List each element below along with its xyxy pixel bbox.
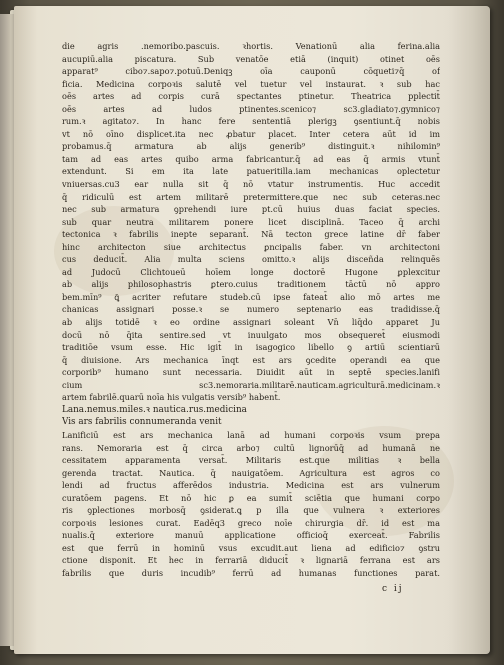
text-line: bem.mīn⁹ ꝗ̄ acriter refutare studeb.cū ipse fateat̄ alio mō artes me	[62, 291, 440, 302]
text-line: docū nō q̄ita sentire.sed vt inuulgato mos obsequeret̄ eiusmodi	[62, 329, 440, 340]
text-line: apparat⁹ cibo⁊.sapo⁊.potuū.Deniqꝫ oīa cauponū cōqueti⁊q̄ of	[62, 66, 440, 77]
text-line: nualis.q̄ exteriore manuū applicatione officioq̄ exerceat̄. Fabrilis	[62, 530, 440, 541]
text-line: vniuersas.cu3 ear nulla sit q̄ nō vtatur instrumentis. Huc accedit	[62, 179, 440, 190]
text-line: q̄ diuisione. Ars mechanica īnqt est ars ꝯcedite operandi ea que	[62, 354, 440, 365]
text-line: die agris .nemoribo.pascuis. ꝛhortis. Venationū alia ferina.alia	[62, 41, 440, 51]
text-line: ris ꝯplectiones morbosq̄ ꝯsiderat.ꝗ p illa que vulnera ꝛ exteriores	[62, 505, 440, 516]
text-line: aucupiū.alia piscatura. Sub venatōe etiā (inquit) otinet oēs	[62, 53, 440, 64]
page-edge-shadow	[446, 6, 490, 654]
text-line: ctione disponit. Et hec in ferrariā diducit̄ ꝛ lignariā ferrana est ars	[62, 555, 440, 566]
text-line: ficia. Medicina corpoꝛis salutē vel tuetur vel instaurat. ꝛ sub hac	[62, 78, 440, 89]
text-line: artem fabrilē.quarū noīa his vulgatis versib⁹ habent̄.	[62, 392, 281, 403]
text-line: nec sub armatura ꝯprehendi iure pt.cū huius duas faciat species.	[62, 204, 440, 215]
main-text-block	[62, 40, 440, 580]
text-line: vt nō oīno displicet.ita nec ꝓbatur placet. Inter cetera aūt id im	[62, 128, 440, 139]
text-line: rum.ꝛ agitato⁊. In hanc fere sententiā plerigꝫ ꝯsentiunt.q̄ nobis	[62, 116, 440, 127]
text-line: extendunt. Si em ita late patueritilla.iam mechanicas oplectetur	[62, 166, 440, 177]
book-page	[14, 6, 490, 654]
text-line: est que ferrū in hominū vsus excudit.aut liena ad edificio⁊ ꝯstru	[62, 542, 440, 553]
text-line: cus deducit̄. Alia multa sciens omitto.ꝛ alijs disceñda relinquēs	[62, 254, 440, 265]
text-line: ab alijs philosophastris ꝑtero.cuius traditionem tāctū nō appro	[62, 279, 440, 290]
verse-line: Lana.nemus.miles.ꝛ nautica.rus.medicina	[62, 404, 247, 415]
text-line: tectonica ꝛ fabrilis inepte separant̄. Nā tecton grece latine dr̄ faber	[62, 229, 440, 240]
text-line: gerenda tractat. Nautica. q̄ nauigatōem. Agricultura est agros co	[62, 467, 440, 478]
text-line: sub quar neutra militarem ponere licet disciplinā. Taceo q̄ archi	[62, 216, 440, 227]
text-line: cium sc3.nemoraria.militarē.nauticam.agriculturā.medicinam.ꝛ	[62, 379, 440, 390]
text-line: cessitatem apparamenta versat̄. Militaris est.que militias ꝛ bella	[62, 455, 440, 466]
text-line: rans. Nemoraria est q̄ circa arbo⁊ cultū lignorūq̄ ad humanā ne	[62, 442, 440, 453]
text-line: q̄ ridiculū est artem militarē pretermittere.que nec sub ceteras.nec	[62, 191, 440, 202]
text-line: curatōem pagens. Et nō hic ꝑ ea sumit̄ sciētia que humani corpo	[62, 492, 440, 503]
text-line: lendi ad fructus afferēdos industria. Medicina est ars vulnerum	[62, 480, 440, 491]
text-line: ab alijs totidē ꝛ eo ordine assignari soleant Vn̄ liq̄do apparet Ju	[62, 317, 440, 328]
text-line: oēs artes ad ludos ptinentes.scenico⁊ sc3.gladiato⁊.gymnico⁊	[62, 103, 440, 114]
text-line: hinc architecton siue architectus ꝑncipalis faber. vn architectoni	[62, 241, 440, 252]
text-line: tam ad eas artes quibo arma fabricantur.q̄ ad eas q̄ armis vtunt̄	[62, 153, 440, 164]
text-line: ad Judocū Clichtoueū hoīem longe doctorē Hugone ꝑplexcitur	[62, 266, 440, 277]
text-line: corporib⁹ humano sunt necessaria. Diuidit aūt in septē species.lanifi	[62, 367, 440, 378]
text-line: probamus.q̄ armatura ab alijs generib⁹ distinguit.ꝛ nihilomin⁹	[62, 141, 440, 152]
text-line: oēs artes ad corpis curā spectantes ptinetur. Theatrica pplectit̄	[62, 91, 440, 102]
text-line: chanicas assignari posse.ꝛ se numero septenario eas tradidisse.q̄	[62, 304, 440, 315]
text-line: corpoꝛis lesiones curat. Eadēq3 greco noīe chirurgia dr̄. id est ma	[62, 517, 440, 528]
text-line: Lanificiū est ars mechanica lanā ad humani corpoꝛis vsum prepa	[62, 429, 440, 440]
signature-mark: c ij	[382, 584, 404, 594]
text-line: traditiōe vsum esse. Hic igit̄ in isagogico libello ꝯ artiū scientiarū	[62, 342, 440, 353]
verse-line: Vis ars fabrilis connumeranda venit	[62, 417, 222, 428]
text-line: fabrilis que duris incudib⁹ ferrū ad humanas functiones parat.	[62, 567, 440, 578]
